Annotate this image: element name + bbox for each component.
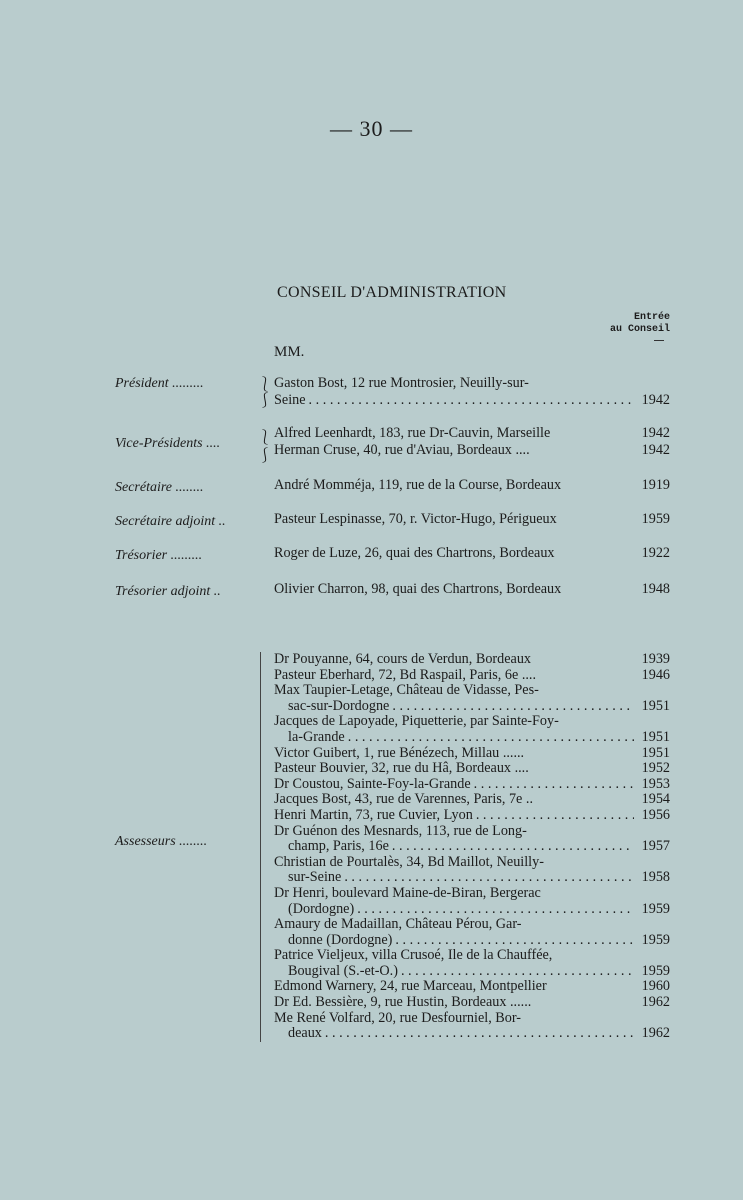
role-secretaire: Secrétaire ........ [115, 480, 204, 495]
leader-dots [306, 392, 634, 409]
entree-dash [654, 340, 664, 341]
entry-text: champ, Paris, 16e [288, 838, 389, 855]
entry-text: deaux [288, 1025, 322, 1042]
leader-dots [398, 964, 634, 980]
entry-text: sac-sur-Dordogne [288, 697, 390, 714]
entry-year: 1939 [641, 651, 670, 667]
page-number: — 30 — [330, 116, 413, 141]
entry-line [274, 511, 670, 528]
entry-line [274, 683, 670, 699]
entry-year [634, 855, 670, 871]
entry-text: Pasteur Eberhard, 72, Bd Raspail, Paris, 6e .... [274, 666, 537, 683]
entry-line [274, 730, 670, 746]
au-conseil-label: au Conseil [609, 324, 670, 335]
entree-label: Entrée [633, 312, 670, 323]
entry-secretaire-adjoint [274, 511, 670, 528]
entry-year: 1919 [641, 477, 670, 493]
entry-line [274, 855, 670, 871]
role-assesseurs: Assesseurs ........ [115, 834, 208, 849]
assesseurs-bracket [260, 652, 261, 1042]
entry-year: 1922 [641, 545, 670, 561]
entry-text: Dr Pouyanne, 64, cours de Verdun, Bordeaux [274, 651, 532, 667]
entry-year: 1953 [641, 775, 670, 792]
entry-line [274, 979, 670, 995]
entry-tresorier [274, 545, 670, 562]
entry-line [274, 948, 670, 964]
entry-text: Edmond Warnery, 24, rue Marceau, Montpellier [274, 978, 547, 995]
entry-year [634, 714, 670, 730]
entry-assesseurs [274, 652, 670, 1042]
entry-secretaire [274, 477, 670, 494]
entry-year: 1954 [641, 791, 670, 808]
entry-line [274, 902, 670, 918]
brace-vice-bottom: ⎰ [258, 449, 272, 464]
entry-text: Jacques de Lapoyade, Piquetterie, par Sainte-Foy- [274, 713, 559, 730]
entry-line [274, 777, 670, 793]
brace-president: ⎱ [258, 378, 272, 393]
entry-text: (Dordogne) [288, 900, 355, 917]
entry-text: Victor Guibert, 1, rue Bénézech, Millau ...... [274, 744, 525, 761]
entry-president [274, 375, 670, 409]
entry-text: Jacques Bost, 43, rue de Varennes, Paris, 7e .. [274, 791, 533, 808]
entry-line [274, 652, 670, 668]
entry-year: 1958 [641, 869, 670, 886]
leader-dots [389, 699, 634, 715]
entry-text: Pasteur Lespinasse, 70, r. Victor-Hugo, Périgueux [274, 511, 557, 527]
entry-text: André Momméja, 119, rue de la Course, Bordeaux [274, 477, 562, 493]
brace-vice: ⎱ [258, 431, 272, 446]
entry-year: 1957 [641, 838, 670, 855]
entry-text: Dr Guénon des Mesnards, 113, rue de Long- [274, 822, 527, 839]
entry-year [634, 683, 670, 699]
entry-text: Max Taupier-Letage, Château de Vidasse, Pes- [274, 682, 539, 699]
entry-line [274, 545, 670, 562]
entry-year: 1959 [641, 511, 670, 527]
entry-text: sur-Seine [288, 869, 342, 886]
entry-year [634, 948, 670, 964]
entry-line [274, 917, 670, 933]
entry-year: 1946 [641, 666, 670, 683]
entry-text: Herman Cruse, 40, rue d'Aviau, Bordeaux .... [274, 442, 530, 458]
entry-line [274, 761, 670, 777]
entry-year: 1956 [641, 806, 670, 823]
role-president: Président ......... [115, 376, 204, 391]
entry-year [634, 824, 670, 840]
entry-text: Roger de Luze, 26, quai des Chartrons, Bordeaux [274, 545, 555, 561]
brace-president-bottom: ⎰ [258, 394, 272, 409]
entry-line [274, 392, 670, 409]
entry-line [274, 477, 670, 494]
entry-text: Bougival (S.-et-O.) [288, 962, 398, 979]
entry-line [274, 824, 670, 840]
section-title: CONSEIL D'ADMINISTRATION [277, 284, 507, 301]
entry-text: Alfred Leenhardt, 183, rue Dr-Cauvin, Marseille [274, 425, 551, 441]
entry-text: Christian de Pourtalès, 34, Bd Maillot, Neuilly- [274, 853, 544, 870]
entry-year: 1942 [641, 442, 670, 458]
entry-line [274, 581, 670, 598]
entry-year [634, 886, 670, 902]
entree-header [600, 312, 670, 341]
entry-text: Seine [274, 392, 306, 408]
entry-text: Dr Ed. Bessière, 9, rue Hustin, Bordeaux ...... [274, 994, 532, 1011]
leader-dots [473, 808, 634, 824]
entry-text: Amaury de Madaillan, Château Pérou, Gar- [274, 916, 522, 933]
role-vice-presidents: Vice-Présidents .... [115, 436, 221, 451]
role-tresorier: Trésorier ......... [115, 548, 203, 563]
entry-year: 1951 [641, 697, 670, 714]
leader-dots [341, 870, 634, 886]
entry-text: Gaston Bost, 12 rue Montrosier, Neuilly-sur- [274, 375, 529, 391]
entry-line [274, 1011, 670, 1027]
entry-text: Dr Coustou, Sainte-Foy-la-Grande [274, 775, 471, 792]
entry-year: 1962 [641, 1025, 670, 1042]
entry-vice-presidents [274, 425, 670, 459]
entry-line [274, 808, 670, 824]
entry-line [274, 442, 670, 459]
entry-line [274, 375, 670, 392]
leader-dots [322, 1026, 634, 1042]
entry-year: 1959 [641, 962, 670, 979]
entry-year: 1948 [641, 581, 670, 597]
entry-text: la-Grande [288, 728, 345, 745]
entry-text: Pasteur Bouvier, 32, rue du Hâ, Bordeaux .... [274, 760, 529, 777]
entry-year: 1942 [641, 425, 670, 441]
role-secretaire-adjoint: Secrétaire adjoint .. [115, 514, 226, 529]
entry-line [274, 870, 670, 886]
entry-year: 1942 [641, 392, 670, 408]
entry-line [274, 995, 670, 1011]
role-tresorier-adjoint: Trésorier adjoint .. [115, 584, 221, 599]
entry-text: Henri Martin, 73, rue Cuvier, Lyon [274, 806, 473, 823]
leader-dots [354, 902, 634, 918]
mm-label: MM. [274, 344, 305, 360]
entry-line [274, 425, 670, 442]
entry-year: 1951 [641, 728, 670, 745]
entry-text: Dr Henri, boulevard Maine-de-Biran, Bergerac [274, 884, 541, 901]
entry-text: Patrice Vieljeux, villa Crusoé, Ile de la Chauffée, [274, 947, 553, 964]
entry-year [634, 917, 670, 933]
entry-text: Me René Volfard, 20, rue Desfourniel, Bor- [274, 1009, 522, 1026]
entry-year: 1960 [641, 978, 670, 995]
entry-year: 1959 [641, 900, 670, 917]
entry-line [274, 839, 670, 855]
entry-year [634, 375, 670, 392]
entry-year: 1962 [641, 994, 670, 1011]
entry-line [274, 792, 670, 808]
entry-line [274, 714, 670, 730]
leader-dots [392, 933, 634, 949]
entry-year: 1951 [641, 744, 670, 761]
leader-dots [389, 839, 634, 855]
entry-text: donne (Dordogne) [288, 931, 393, 948]
entry-year [634, 1011, 670, 1027]
entry-year: 1952 [641, 760, 670, 777]
entry-line [274, 1026, 670, 1042]
entry-tresorier-adjoint [274, 581, 670, 598]
entry-line [274, 746, 670, 762]
entry-line [274, 964, 670, 980]
entry-text: Olivier Charron, 98, quai des Chartrons, Bordeaux [274, 581, 562, 597]
entry-line [274, 699, 670, 715]
entry-line [274, 933, 670, 949]
entry-line [274, 668, 670, 684]
entry-line [274, 886, 670, 902]
leader-dots [345, 730, 634, 746]
entry-year: 1959 [641, 931, 670, 948]
leader-dots [471, 777, 634, 793]
